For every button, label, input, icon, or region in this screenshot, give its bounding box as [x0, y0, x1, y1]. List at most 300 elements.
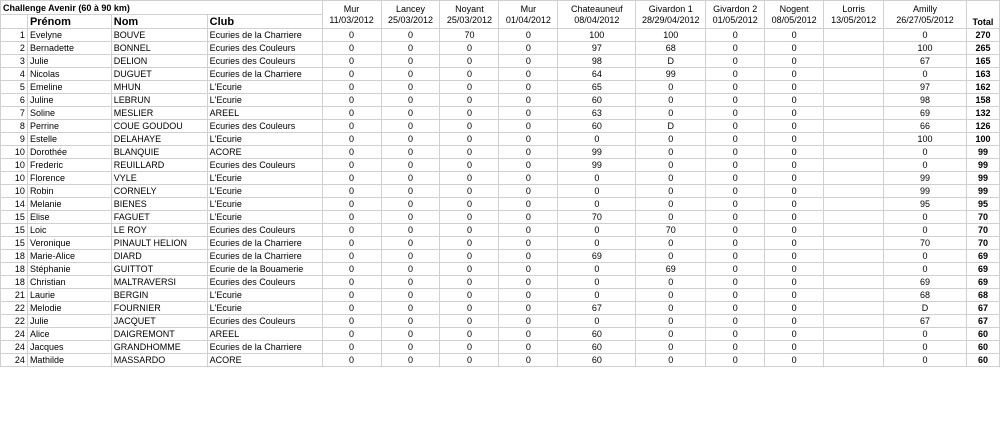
score-cell: 0 [765, 68, 824, 81]
score-cell: 0 [440, 250, 499, 263]
score-cell [824, 42, 884, 55]
score-cell: 0 [636, 276, 706, 289]
rank-cell: 3 [1, 55, 28, 68]
prenom-cell: Elise [27, 211, 111, 224]
score-cell: 0 [636, 94, 706, 107]
score-cell: 0 [636, 237, 706, 250]
prenom-cell: Frederic [27, 159, 111, 172]
score-cell: 0 [499, 120, 558, 133]
rank-cell: 6 [1, 94, 28, 107]
score-cell: 0 [440, 133, 499, 146]
score-cell [824, 94, 884, 107]
score-cell: 0 [636, 302, 706, 315]
score-cell: 0 [558, 315, 636, 328]
rank-cell: 18 [1, 263, 28, 276]
table-row [1, 133, 1000, 146]
score-cell: 0 [765, 211, 824, 224]
rank-cell: 7 [1, 107, 28, 120]
score-cell: 0 [706, 185, 765, 198]
prenom-cell: Juline [27, 94, 111, 107]
table-row [1, 81, 1000, 94]
prenom-cell: Perrine [27, 120, 111, 133]
score-cell: 0 [558, 263, 636, 276]
rank-cell: 15 [1, 224, 28, 237]
sheet-title: Challenge Avenir (60 à 90 km) [1, 1, 323, 15]
score-cell: 0 [499, 133, 558, 146]
nom-cell: PINAULT HELION [111, 237, 207, 250]
score-cell: 0 [322, 237, 381, 250]
score-cell: 0 [706, 250, 765, 263]
table-row [1, 68, 1000, 81]
race-name: Noyant [440, 1, 499, 15]
rank-cell: 24 [1, 328, 28, 341]
rank-cell: 8 [1, 120, 28, 133]
score-cell: 0 [765, 289, 824, 302]
score-cell: 66 [884, 120, 967, 133]
score-cell: 0 [499, 211, 558, 224]
score-cell: 0 [440, 237, 499, 250]
score-cell [824, 172, 884, 185]
rank-cell: 10 [1, 159, 28, 172]
rank-cell: 14 [1, 198, 28, 211]
table-row [1, 237, 1000, 250]
prenom-cell: Jacques [27, 341, 111, 354]
score-cell: 0 [884, 263, 967, 276]
score-cell: 0 [706, 328, 765, 341]
score-cell: 0 [636, 250, 706, 263]
score-cell: 0 [381, 172, 440, 185]
score-cell: 0 [884, 224, 967, 237]
total-cell: 132 [966, 107, 999, 120]
score-cell: 0 [706, 198, 765, 211]
score-cell: 0 [499, 263, 558, 276]
club-cell: Ecuries de la Charriere [207, 250, 322, 263]
race-date: 08/04/2012 [558, 15, 636, 29]
score-cell: 68 [884, 289, 967, 302]
rank-cell: 24 [1, 354, 28, 367]
club-cell: Ecuries de la Charriere [207, 68, 322, 81]
score-cell: 60 [558, 341, 636, 354]
score-cell: 0 [558, 289, 636, 302]
score-cell: 0 [381, 237, 440, 250]
score-cell: 100 [884, 42, 967, 55]
nom-cell: BIENES [111, 198, 207, 211]
score-cell: 0 [322, 276, 381, 289]
score-cell: 0 [765, 185, 824, 198]
prenom-cell: Florence [27, 172, 111, 185]
score-cell: 0 [884, 146, 967, 159]
club-cell: Ecuries de la Charriere [207, 237, 322, 250]
race-name: Mur [499, 1, 558, 15]
nom-cell: BERGIN [111, 289, 207, 302]
score-cell: 0 [706, 289, 765, 302]
nom-cell: BONNEL [111, 42, 207, 55]
score-cell: 0 [706, 94, 765, 107]
score-cell: 0 [499, 107, 558, 120]
nom-cell: DELAHAYE [111, 133, 207, 146]
prenom-cell: Loic [27, 224, 111, 237]
rank-cell: 10 [1, 172, 28, 185]
score-cell: 0 [440, 276, 499, 289]
race-date: 01/05/2012 [706, 15, 765, 29]
score-cell: 0 [499, 68, 558, 81]
rank-cell: 15 [1, 237, 28, 250]
total-cell: 163 [966, 68, 999, 81]
nom-cell: REUILLARD [111, 159, 207, 172]
club-cell: Ecuries des Couleurs [207, 315, 322, 328]
score-cell [824, 211, 884, 224]
score-cell: 0 [636, 159, 706, 172]
total-cell: 270 [966, 29, 999, 42]
score-cell: 0 [636, 146, 706, 159]
score-cell: 0 [499, 354, 558, 367]
total-cell: 70 [966, 224, 999, 237]
score-cell: 69 [884, 276, 967, 289]
score-cell: 0 [440, 263, 499, 276]
score-cell: 0 [636, 341, 706, 354]
race-name: Amilly [884, 1, 967, 15]
score-cell: 0 [765, 276, 824, 289]
score-cell: 0 [381, 263, 440, 276]
score-cell: 100 [558, 29, 636, 42]
score-cell: 0 [381, 276, 440, 289]
score-cell: 0 [499, 55, 558, 68]
prenom-cell: Stéphanie [27, 263, 111, 276]
nom-cell: MALTRAVERSI [111, 276, 207, 289]
score-cell: 0 [765, 29, 824, 42]
prenom-cell: Soline [27, 107, 111, 120]
score-cell [824, 81, 884, 94]
score-cell: 0 [765, 263, 824, 276]
score-cell: 0 [322, 341, 381, 354]
table-row [1, 55, 1000, 68]
score-cell: 0 [381, 341, 440, 354]
total-cell: 60 [966, 341, 999, 354]
club-cell: Ecuries des Couleurs [207, 55, 322, 68]
score-cell: 70 [440, 29, 499, 42]
club-cell: L'Ecurie [207, 185, 322, 198]
score-cell: 70 [636, 224, 706, 237]
score-cell: 0 [765, 198, 824, 211]
score-cell: 0 [322, 42, 381, 55]
score-cell: 69 [884, 107, 967, 120]
nom-cell: DIARD [111, 250, 207, 263]
score-cell: 0 [499, 198, 558, 211]
score-cell: 0 [322, 185, 381, 198]
score-cell: 0 [322, 198, 381, 211]
score-cell: 63 [558, 107, 636, 120]
score-cell: 0 [884, 250, 967, 263]
table-row [1, 341, 1000, 354]
score-cell: 0 [440, 224, 499, 237]
score-cell: 0 [499, 94, 558, 107]
score-cell: 0 [381, 133, 440, 146]
total-cell: 165 [966, 55, 999, 68]
table-row [1, 302, 1000, 315]
score-cell [824, 250, 884, 263]
club-cell: L'Ecurie [207, 302, 322, 315]
score-cell: 0 [322, 263, 381, 276]
prenom-cell: Alice [27, 328, 111, 341]
score-cell: 0 [765, 172, 824, 185]
score-cell: 67 [558, 302, 636, 315]
score-cell: 0 [884, 68, 967, 81]
score-cell: 0 [381, 328, 440, 341]
score-cell: 0 [381, 289, 440, 302]
total-cell: 70 [966, 211, 999, 224]
score-cell [824, 341, 884, 354]
score-cell: 99 [558, 146, 636, 159]
score-cell: 0 [499, 29, 558, 42]
prenom-cell: Nicolas [27, 68, 111, 81]
score-cell: 0 [322, 224, 381, 237]
nom-cell: CORNELY [111, 185, 207, 198]
score-cell: 100 [884, 133, 967, 146]
prenom-cell: Estelle [27, 133, 111, 146]
score-cell [824, 159, 884, 172]
rank-cell: 9 [1, 133, 28, 146]
score-cell: 0 [765, 146, 824, 159]
prenom-cell: Julie [27, 315, 111, 328]
score-cell: 0 [706, 42, 765, 55]
prenom-cell: Evelyne [27, 29, 111, 42]
score-cell: 0 [884, 159, 967, 172]
prenom-cell: Veronique [27, 237, 111, 250]
score-cell: 0 [636, 354, 706, 367]
score-cell: 0 [322, 315, 381, 328]
rank-cell: 18 [1, 276, 28, 289]
score-cell: 0 [322, 250, 381, 263]
score-cell: 0 [381, 55, 440, 68]
club-cell: L'Ecurie [207, 211, 322, 224]
score-cell [824, 224, 884, 237]
score-cell: 0 [322, 68, 381, 81]
score-cell: 0 [440, 211, 499, 224]
score-cell: 0 [381, 29, 440, 42]
score-cell: 0 [706, 81, 765, 94]
nom-cell: LE ROY [111, 224, 207, 237]
rank-cell: 5 [1, 81, 28, 94]
club-cell: L'Ecurie [207, 172, 322, 185]
score-cell: 0 [381, 250, 440, 263]
race-date: 11/03/2012 [322, 15, 381, 29]
score-cell: 0 [636, 185, 706, 198]
score-cell: 67 [884, 55, 967, 68]
score-cell: 0 [322, 133, 381, 146]
score-cell: 0 [765, 341, 824, 354]
score-cell: 0 [558, 185, 636, 198]
score-cell: 60 [558, 328, 636, 341]
score-cell: 0 [706, 302, 765, 315]
score-cell: 0 [636, 198, 706, 211]
score-cell: 0 [322, 211, 381, 224]
score-cell: 0 [440, 120, 499, 133]
score-cell: 60 [558, 120, 636, 133]
score-cell: 0 [440, 328, 499, 341]
score-cell: 0 [322, 146, 381, 159]
score-cell [824, 55, 884, 68]
score-cell: 0 [499, 81, 558, 94]
score-cell: 0 [381, 81, 440, 94]
score-cell: 0 [706, 341, 765, 354]
score-cell: 0 [765, 81, 824, 94]
score-cell [824, 328, 884, 341]
total-cell: 162 [966, 81, 999, 94]
total-cell: 99 [966, 146, 999, 159]
table-row [1, 107, 1000, 120]
score-cell: 0 [322, 107, 381, 120]
score-cell: 0 [322, 94, 381, 107]
total-cell: 99 [966, 172, 999, 185]
score-cell: 0 [765, 107, 824, 120]
score-cell [824, 237, 884, 250]
score-cell: 0 [765, 315, 824, 328]
nom-cell: MHUN [111, 81, 207, 94]
club-cell: ACORE [207, 354, 322, 367]
score-cell: 0 [322, 55, 381, 68]
table-row [1, 159, 1000, 172]
total-cell: 95 [966, 198, 999, 211]
race-date: 25/03/2012 [381, 15, 440, 29]
score-cell: 0 [499, 341, 558, 354]
score-cell: 0 [440, 302, 499, 315]
score-cell: 0 [558, 133, 636, 146]
score-cell: 0 [440, 341, 499, 354]
score-cell: 0 [636, 81, 706, 94]
score-cell: 0 [381, 198, 440, 211]
table-row [1, 42, 1000, 55]
rank-cell: 18 [1, 250, 28, 263]
club-header: Club [207, 15, 322, 29]
score-cell: 97 [558, 42, 636, 55]
nom-cell: VYLE [111, 172, 207, 185]
score-cell: D [884, 302, 967, 315]
rank-cell: 24 [1, 341, 28, 354]
table-row [1, 120, 1000, 133]
race-name: Nogent [765, 1, 824, 15]
table-row [1, 250, 1000, 263]
score-cell: 0 [499, 224, 558, 237]
race-date: 25/03/2012 [440, 15, 499, 29]
club-cell: Ecuries de la Charriere [207, 29, 322, 42]
club-cell: L'Ecurie [207, 289, 322, 302]
score-cell: 0 [636, 133, 706, 146]
score-cell: 0 [499, 159, 558, 172]
prenom-cell: Dorothée [27, 146, 111, 159]
table-row [1, 354, 1000, 367]
nom-cell: GRANDHOMME [111, 341, 207, 354]
total-cell: 68 [966, 289, 999, 302]
score-cell: 0 [499, 250, 558, 263]
score-cell [824, 120, 884, 133]
prenom-cell: Melodie [27, 302, 111, 315]
score-cell: 0 [765, 354, 824, 367]
score-cell: 0 [706, 263, 765, 276]
score-cell: 0 [765, 42, 824, 55]
club-cell: Ecuries des Couleurs [207, 159, 322, 172]
race-date: 26/27/05/2012 [884, 15, 967, 29]
race-date: 01/04/2012 [499, 15, 558, 29]
score-cell: 0 [381, 94, 440, 107]
rank-cell: 22 [1, 315, 28, 328]
total-cell: 158 [966, 94, 999, 107]
score-cell: 0 [765, 120, 824, 133]
score-cell: 0 [558, 237, 636, 250]
score-cell: 95 [884, 198, 967, 211]
score-cell: 0 [440, 68, 499, 81]
score-cell: 0 [765, 224, 824, 237]
score-cell: 0 [884, 341, 967, 354]
club-cell: Ecuries des Couleurs [207, 120, 322, 133]
table-row [1, 94, 1000, 107]
header-row-top [1, 1, 1000, 15]
score-cell: 0 [381, 211, 440, 224]
score-cell: 0 [381, 68, 440, 81]
score-cell [824, 198, 884, 211]
nom-cell: DELION [111, 55, 207, 68]
score-cell: 0 [322, 328, 381, 341]
score-cell: 0 [636, 211, 706, 224]
score-cell: 0 [765, 302, 824, 315]
score-cell: 0 [381, 120, 440, 133]
score-cell [824, 276, 884, 289]
total-cell: 60 [966, 354, 999, 367]
score-cell: 0 [706, 172, 765, 185]
score-cell: 0 [322, 81, 381, 94]
score-cell: 97 [884, 81, 967, 94]
nom-header: Nom [111, 15, 207, 29]
score-cell: 0 [706, 354, 765, 367]
score-cell: 0 [440, 107, 499, 120]
score-cell: 0 [499, 185, 558, 198]
score-cell: 0 [558, 198, 636, 211]
club-cell: L'Ecurie [207, 133, 322, 146]
score-cell: 0 [706, 237, 765, 250]
club-cell: Ecuries des Couleurs [207, 42, 322, 55]
score-cell [824, 29, 884, 42]
score-cell: 0 [499, 172, 558, 185]
race-name: Lancey [381, 1, 440, 15]
table-row [1, 276, 1000, 289]
nom-cell: GUITTOT [111, 263, 207, 276]
score-cell [824, 185, 884, 198]
table-row [1, 315, 1000, 328]
score-cell: 0 [499, 328, 558, 341]
score-cell: 0 [636, 172, 706, 185]
score-cell: 0 [499, 315, 558, 328]
club-cell: AREEL [207, 107, 322, 120]
race-name: Mur [322, 1, 381, 15]
score-cell: 0 [499, 302, 558, 315]
score-cell: 99 [558, 159, 636, 172]
score-cell [824, 107, 884, 120]
score-cell [824, 146, 884, 159]
score-cell: 0 [706, 211, 765, 224]
score-cell: 0 [706, 159, 765, 172]
score-cell: 0 [765, 159, 824, 172]
rank-cell: 22 [1, 302, 28, 315]
total-cell: 70 [966, 237, 999, 250]
total-cell: 99 [966, 185, 999, 198]
score-cell: 0 [440, 159, 499, 172]
score-cell: 0 [440, 94, 499, 107]
rank-cell: 10 [1, 146, 28, 159]
total-cell: 69 [966, 263, 999, 276]
score-cell: 0 [706, 29, 765, 42]
score-cell: 99 [884, 185, 967, 198]
score-cell: 0 [884, 211, 967, 224]
rank-cell: 1 [1, 29, 28, 42]
